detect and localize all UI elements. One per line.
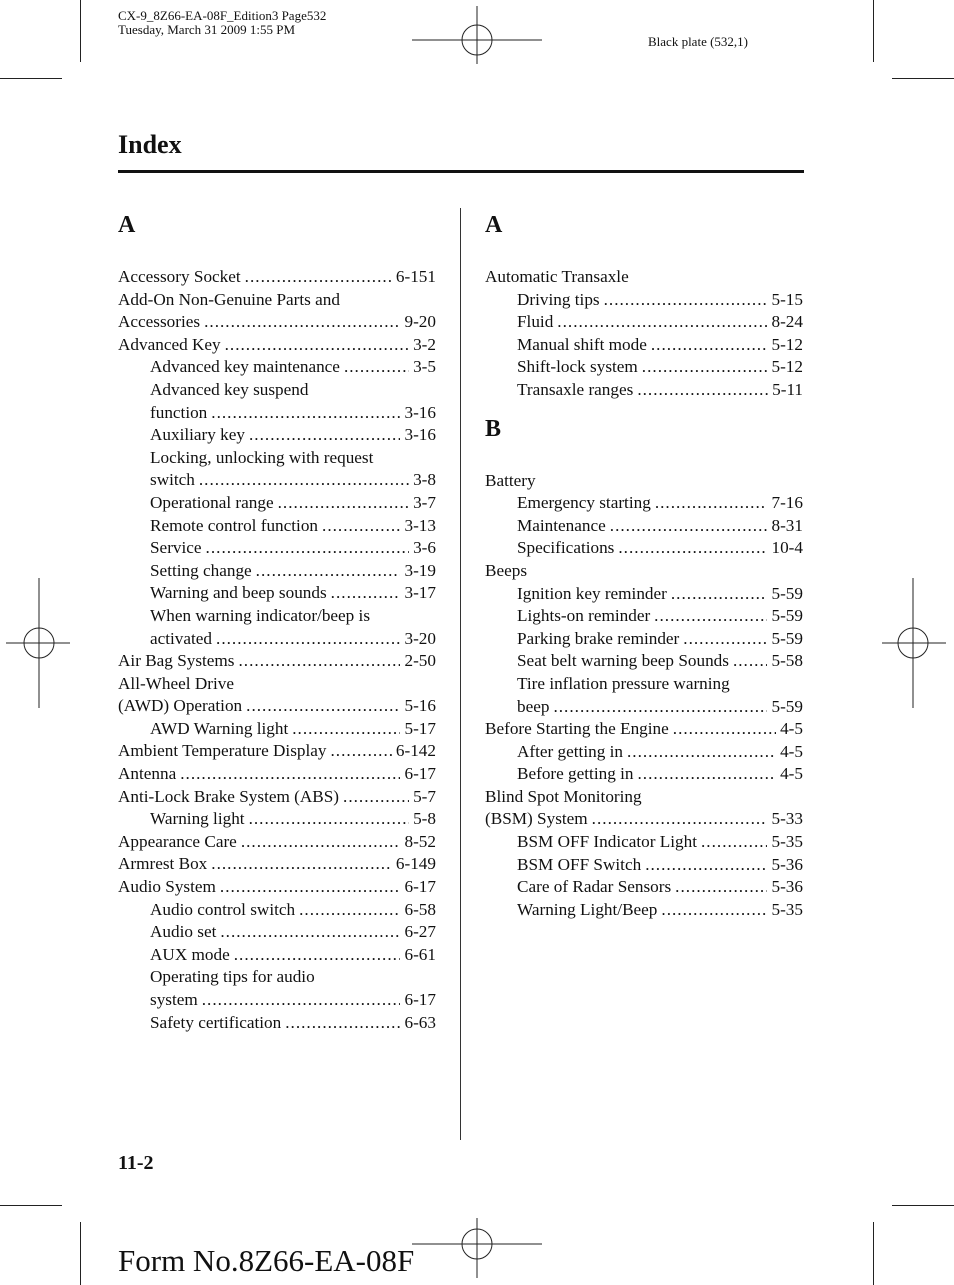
index-entry [485, 379, 803, 402]
slug-line-1: CX-9_8Z66-EA-08F_Edition3 Page532 [118, 8, 327, 23]
entry-term: Before Starting the Engine [485, 719, 669, 739]
entry-term: Maintenance [517, 515, 606, 535]
index-entry [485, 628, 803, 651]
entry-page: 3-2 [413, 334, 436, 354]
dot-leader [618, 537, 767, 560]
entry-term: BSM OFF Indicator Light [517, 832, 697, 852]
entry-term: AWD Warning light [150, 718, 289, 738]
index-entry [118, 718, 436, 741]
index-entry [118, 1012, 436, 1035]
index-entry [118, 650, 436, 673]
index-entry [118, 582, 436, 605]
index-entry [485, 492, 803, 515]
dot-leader [211, 402, 400, 425]
entry-page: 5-36 [771, 854, 803, 874]
entry-term: Audio set [150, 922, 217, 942]
index-entry [485, 696, 803, 719]
index-entry [118, 379, 436, 402]
entry-page: 5-58 [771, 651, 803, 671]
index-entry [485, 808, 803, 831]
entry-page: 3-8 [413, 470, 436, 490]
crop-mark [873, 0, 874, 62]
index-entry [118, 356, 436, 379]
page-title: Index [118, 130, 182, 159]
index-entry [485, 763, 803, 786]
index-entry [118, 334, 436, 357]
entry-page: 4-5 [780, 764, 803, 784]
index-entry [485, 560, 803, 583]
dot-leader [206, 537, 410, 560]
entry-term: Automatic Transaxle [485, 267, 629, 286]
dot-leader [211, 853, 392, 876]
entry-term: activated [150, 628, 213, 648]
index-entry [118, 944, 436, 967]
entry-term: Appearance Care [118, 831, 237, 851]
entry-term: Emergency starting [517, 493, 651, 513]
entry-term: Add-On Non-Genuine Parts and [118, 289, 340, 309]
entry-term: (AWD) Operation [118, 696, 243, 716]
dot-leader [553, 696, 767, 719]
right-column [485, 210, 803, 921]
index-entry [118, 899, 436, 922]
dot-leader [654, 605, 767, 628]
form-number: Form No.8Z66-EA-08F [118, 1243, 415, 1278]
dot-leader [234, 944, 401, 967]
entry-term: Remote control function [150, 515, 319, 535]
entry-term: Air Bag Systems [118, 651, 235, 671]
entry-term: After getting in [517, 741, 623, 761]
entry-term: Beeps [485, 560, 528, 580]
index-entry [118, 763, 436, 786]
dot-leader [637, 763, 776, 786]
index-entry [118, 628, 436, 651]
entry-page: 3-20 [404, 628, 436, 648]
registration-mark-right [882, 578, 946, 708]
entry-page: 5-35 [771, 899, 803, 919]
dot-leader [675, 876, 767, 899]
entry-term: Manual shift mode [517, 334, 647, 354]
crop-mark [80, 1222, 81, 1285]
entry-term: Shift-lock system [517, 357, 638, 377]
entry-term: system [150, 990, 198, 1009]
plate-label: Black plate (532,1) [648, 34, 748, 49]
entry-page: 5-16 [404, 696, 436, 716]
section-letter: A [485, 212, 503, 238]
entry-term: Ignition key reminder [517, 583, 667, 603]
entry-page: 5-17 [404, 718, 436, 738]
entry-page: 5-12 [771, 357, 803, 377]
index-entry [485, 515, 803, 538]
index-entry [485, 356, 803, 379]
entry-page: 6-58 [404, 899, 436, 919]
index-entry [485, 786, 803, 809]
entry-term: Before getting in [517, 764, 634, 784]
entry-term: When warning indicator/beep is [150, 605, 371, 625]
dot-leader [199, 469, 409, 492]
index-entry [485, 266, 803, 289]
index-entry [118, 786, 436, 809]
index-entry [485, 650, 803, 673]
entry-page: 6-151 [395, 267, 436, 286]
entry-term: Blind Spot Monitoring [485, 786, 642, 806]
dot-leader [645, 854, 767, 877]
index-entry [485, 718, 803, 741]
index-entry [485, 334, 803, 357]
dot-leader [322, 515, 400, 538]
entry-page: 5-15 [771, 289, 803, 309]
dot-leader [637, 379, 768, 402]
index-entry [118, 515, 436, 538]
entry-term: Lights-on reminder [517, 606, 651, 626]
section-letter: B [485, 415, 502, 442]
index-entry [118, 740, 436, 763]
dot-leader [610, 515, 768, 538]
dot-leader [285, 1012, 400, 1035]
entry-term: Accessories [118, 312, 201, 332]
registration-mark-left [6, 578, 70, 708]
dot-leader [343, 786, 409, 809]
slug-line-2: Tuesday, March 31 2009 1:55 PM [118, 22, 296, 37]
dot-leader [278, 492, 409, 515]
crop-mark [892, 78, 954, 79]
entry-term: Service [150, 538, 202, 558]
entry-page: 4-5 [780, 719, 803, 739]
entry-page: 4-5 [780, 741, 803, 761]
entry-page: 8-52 [404, 831, 436, 851]
entry-page: 3-19 [404, 560, 436, 580]
index-entry [118, 853, 436, 876]
index-entry [485, 876, 803, 899]
entry-page: 5-11 [772, 379, 803, 399]
entry-term: Operational range [150, 492, 274, 512]
crop-mark [0, 78, 62, 79]
entry-term: Accessory Socket [118, 267, 241, 286]
column-divider [460, 208, 461, 1140]
entry-page: 5-59 [771, 696, 803, 716]
entry-term: Auxiliary key [150, 425, 245, 445]
entry-page: 6-17 [404, 877, 436, 897]
dot-leader [225, 334, 409, 357]
index-entry [485, 741, 803, 764]
entry-page: 5-33 [771, 809, 803, 829]
entry-page: 9-20 [404, 312, 436, 332]
dot-leader [249, 424, 400, 447]
index-entry [118, 289, 436, 312]
index-entry [118, 966, 436, 989]
entry-term: BSM OFF Switch [517, 854, 642, 874]
left-column [118, 210, 436, 1034]
index-entry [118, 537, 436, 560]
entry-term: Advanced key suspend [150, 379, 309, 399]
entry-term: Fluid [517, 312, 554, 332]
dot-leader [239, 650, 401, 673]
entry-page: 5-59 [771, 583, 803, 603]
index-entry [118, 831, 436, 854]
dot-leader [331, 740, 392, 763]
entry-page: 6-142 [395, 741, 436, 761]
page-number: 11-2 [118, 1152, 154, 1174]
entry-term: Audio System [118, 877, 216, 897]
entry-term: Warning light [150, 809, 245, 829]
dot-leader [733, 650, 768, 673]
entry-term: Advanced key maintenance [150, 357, 340, 377]
section-letter: A [118, 212, 136, 238]
entry-page: 5-8 [413, 809, 436, 829]
index-entry [118, 266, 436, 289]
index-entry [118, 424, 436, 447]
index-entry [118, 921, 436, 944]
index-entry [485, 289, 803, 312]
entry-page: 6-61 [404, 944, 436, 964]
index-entry [485, 311, 803, 334]
entry-term: Setting change [150, 560, 252, 580]
dot-leader [627, 741, 776, 764]
entry-page: 7-16 [771, 493, 803, 513]
entry-page: 6-17 [404, 990, 436, 1009]
entry-page: 8-31 [771, 515, 803, 535]
entry-term: (BSM) System [485, 809, 588, 829]
entry-page: 5-59 [771, 628, 803, 648]
crop-mark [0, 1205, 62, 1206]
dot-leader [655, 492, 768, 515]
entry-term: function [150, 402, 208, 422]
entry-term: beep [517, 696, 550, 716]
dot-leader [202, 989, 401, 1012]
entry-term: Armrest Box [118, 854, 208, 874]
entry-term: Specifications [517, 538, 615, 558]
index-entry [118, 560, 436, 583]
index-entry [485, 854, 803, 877]
crop-mark [873, 1222, 874, 1285]
dot-leader [671, 583, 768, 606]
entry-term: Driving tips [517, 289, 600, 309]
entry-term: Transaxle ranges [517, 379, 634, 399]
dot-leader [651, 334, 768, 357]
entry-page: 3-13 [404, 515, 436, 535]
registration-mark-top [412, 6, 542, 66]
dot-leader [256, 560, 401, 583]
index-entry [118, 447, 436, 470]
entry-page: 3-17 [404, 583, 436, 603]
dot-leader [557, 311, 767, 334]
entry-term: Operating tips for audio [150, 967, 315, 987]
index-entry [485, 831, 803, 854]
dot-leader [180, 763, 400, 786]
index-entry [118, 492, 436, 515]
dot-leader [344, 356, 409, 379]
dot-leader [204, 311, 400, 334]
index-entry [118, 605, 436, 628]
entry-page: 3-7 [413, 492, 436, 512]
entry-term: Battery [485, 470, 536, 490]
entry-page: 3-6 [413, 538, 436, 558]
index-entry [118, 469, 436, 492]
index-entry [485, 605, 803, 628]
index-entry [118, 876, 436, 899]
entry-term: Seat belt warning beep Sounds [517, 651, 729, 671]
dot-leader [292, 718, 400, 741]
dot-leader [331, 582, 401, 605]
entry-page: 6-17 [404, 764, 436, 784]
entry-page: 6-149 [395, 854, 436, 874]
entry-page: 6-27 [404, 922, 436, 942]
dot-leader [241, 831, 401, 854]
dot-leader [299, 899, 400, 922]
header-rule [118, 170, 804, 173]
entry-page: 3-16 [404, 402, 436, 422]
entry-page: 5-35 [771, 832, 803, 852]
dot-leader [216, 628, 400, 651]
dot-leader [245, 266, 392, 289]
dot-leader [673, 718, 776, 741]
index-entry [118, 695, 436, 718]
entry-page: 8-24 [771, 312, 803, 332]
entry-term: Locking, unlocking with request [150, 447, 374, 467]
entry-term: Warning Light/Beep [517, 899, 658, 919]
entry-term: Care of Radar Sensors [517, 877, 672, 897]
dot-leader [604, 289, 768, 312]
dot-leader [701, 831, 767, 854]
entry-term: Warning and beep sounds [150, 583, 327, 603]
entry-term: Audio control switch [150, 899, 296, 919]
dot-leader [683, 628, 767, 651]
dot-leader [249, 808, 410, 831]
index-entry [485, 583, 803, 606]
index-entry [485, 673, 803, 696]
index-entry [485, 899, 803, 922]
entry-term: Anti-Lock Brake System (ABS) [118, 786, 340, 806]
index-entry [118, 673, 436, 696]
dot-leader [642, 356, 768, 379]
index-entry [118, 311, 436, 334]
index-entry [485, 537, 803, 560]
entry-term: All-Wheel Drive [118, 673, 234, 693]
entry-page: 6-63 [404, 1012, 436, 1032]
entry-page: 5-7 [413, 786, 436, 806]
entry-term: Antenna [118, 764, 177, 784]
crop-mark [80, 0, 81, 62]
entry-page: 10-4 [771, 538, 803, 558]
dot-leader [592, 808, 768, 831]
entry-page: 5-36 [771, 877, 803, 897]
entry-term: Safety certification [150, 1012, 282, 1032]
index-entry [118, 989, 436, 1012]
entry-page: 5-12 [771, 334, 803, 354]
registration-mark-bottom [412, 1218, 542, 1280]
crop-mark [892, 1205, 954, 1206]
entry-page: 5-59 [771, 606, 803, 626]
dot-leader [246, 695, 400, 718]
entry-page: 3-5 [413, 357, 436, 377]
entry-term: Tire inflation pressure warning [517, 673, 730, 693]
dot-leader [220, 876, 401, 899]
entry-page: 3-16 [404, 425, 436, 445]
entry-term: Advanced Key [118, 334, 221, 354]
entry-term: Parking brake reminder [517, 628, 680, 648]
dot-leader [220, 921, 400, 944]
entry-term: Ambient Temperature Display [118, 741, 327, 761]
dot-leader [661, 899, 767, 922]
index-entry [485, 470, 803, 493]
entry-term: switch [150, 470, 195, 490]
entry-term: AUX mode [150, 944, 230, 964]
entry-page: 2-50 [404, 651, 436, 671]
index-entry [118, 402, 436, 425]
index-entry [118, 808, 436, 831]
